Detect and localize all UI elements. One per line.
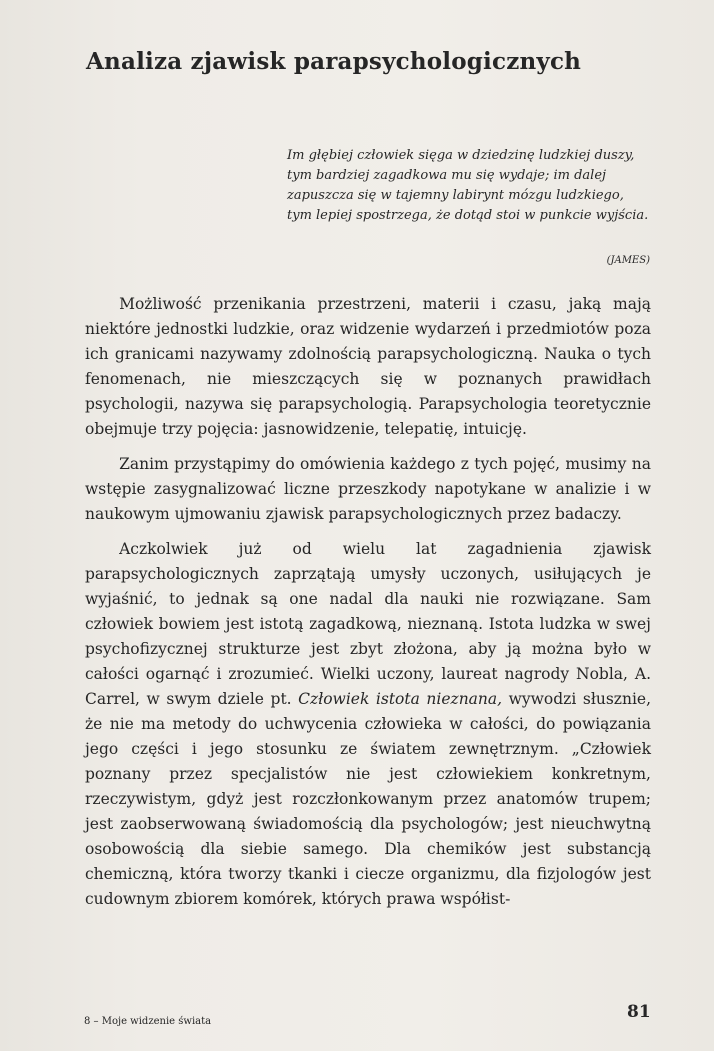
chapter-title: Analiza zjawisk parapsychologicznych <box>86 48 582 75</box>
page-number: 81 <box>627 1002 651 1022</box>
epigraph-author: (JAMES) <box>606 255 650 266</box>
paragraph-1: Możliwość przenikania przestrzeni, materii i czasu, jaką mają niektóre jednostki ludzkie, oraz widzenie wydarzeń i przedmiotów poza ich granicami nazywamy zdolnością parapsychologiczną. Nauka o tych fenomenach, nie mieszczących się w poznanych prawidłach psychologii, nazywa się parapsychologią. Parapsychologia teoretycznie obejmuje trzy pojęcia: jasnowidzenie, telepatię, intuicję. <box>85 295 651 438</box>
paragraph-3-end: wywodzi słusznie, że nie ma metody do uchwycenia człowieka w całości, do powiązania jego części i jego stosunku ze światem zewnętrznym. „Człowiek poznany przez specjalistów nie jest człowiekiem konkretnym, rzeczywistym, gdyż jest rozczłonkowanym przez anatomów trupem; jest zaobserwowaną świadomością dla psychologów; jest nieuchwytną osobowością dla siebie samego. Dla chemików jest substancją chemiczną, która tworzy tkanki i ciecze organizmu, dla fizjologów jest cudownym zbiorem komórek, których prawa współist- <box>85 690 651 908</box>
paragraph-3 <box>85 537 651 912</box>
paragraph-2: Zanim przystąpimy do omówienia każdego z tych pojęć, musimy na wstępie zasygnalizować liczne przeszkody napotykane w analizie i w naukowym ujmowaniu zjawisk parapsychologicznych przez badaczy. <box>85 455 651 523</box>
body-text <box>85 292 651 912</box>
signature-note: 8 – Moje widzenie świata <box>84 1016 212 1027</box>
epigraph-quote: Im głębiej człowiek sięga w dziedzinę ludzkiej duszy, tym bardziej zagadkowa mu się wydaje; im dalej zapuszcza się w tajemny labirynt mózgu ludzkiego, tym lepiej spostrzega, że dotąd stoi w punkcie wyjścia. <box>287 148 649 223</box>
book-title-italic: Człowiek istota nieznana, <box>298 690 503 708</box>
paragraph-3-start: Aczkolwiek już od wielu lat zagadnienia zjawisk parapsychologicznych zaprzątają umysły uczonych, usiłujących je wyjaśnić, to jednak są one nadal dla nauki nie rozwiązane. Sam człowiek bowiem jest istotą zagadkową, nieznaną. Istota ludzka w swej psychofizycznej strukturze jest zbyt złożona, aby ją można było w całości ogarnąć i zrozumieć. Wielki uczony, laureat nagrody Nobla, A. Carrel, w swym dziele pt. <box>85 540 651 708</box>
